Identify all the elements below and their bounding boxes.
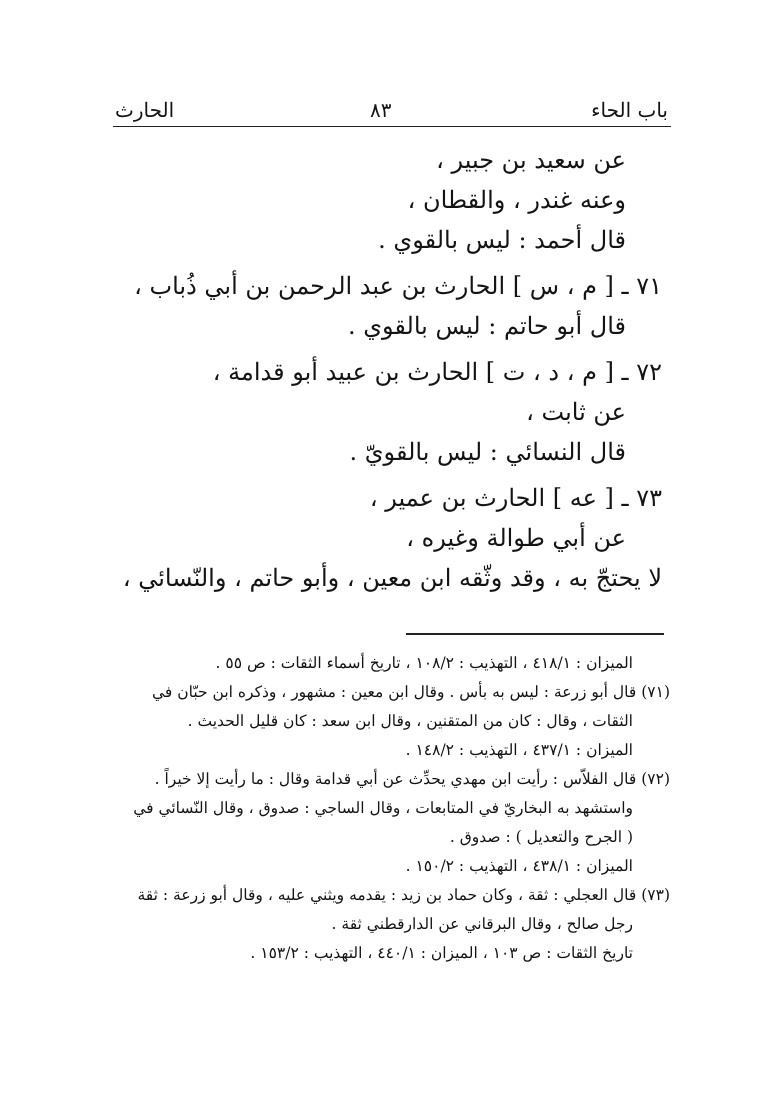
text-line: عن ثابت ، bbox=[526, 398, 626, 426]
text-line: لا يحتجّ به ، وقد وثّقه ابن معين ، وأبو حاتم ، والنّسائي ، bbox=[122, 564, 662, 592]
footnote-line: رجل صالح ، وقال البرقاني عن الدارقطني ثقة . bbox=[331, 915, 633, 933]
entry-73-heading: ٧٣ ـ [ عه ] الحارث بن عمير ، bbox=[369, 484, 662, 512]
text-line: قال النسائي : ليس بالقويّ . bbox=[349, 438, 626, 466]
footnote-line: تاريخ الثقات : ص ١٠٣ ، الميزان : ٤٤٠/١ ، التهذيب : ١٥٣/٢ . bbox=[250, 944, 633, 962]
footnote-71: (٧١) قال أبو زرعة : ليس به بأس . وقال ابن معين : مشهور ، وذكره ابن حبّان في bbox=[152, 683, 670, 701]
footnote-line: الميزان : ٤٣٧/١ ، التهذيب : ١٤٨/٢ . bbox=[405, 741, 633, 759]
footnotes bbox=[88, 649, 670, 968]
footnote-72: (٧٢) قال الفلاّس : رأيت ابن مهدي يحدِّث عن أبي قدامة وقال : ما رأيت إلا خيراً . bbox=[154, 770, 670, 788]
footnote-73: (٧٣) قال العجلي : ثقة ، وكان حماد بن زيد : يقدمه ويثني عليه ، وقال أبو زرعة : ثقة bbox=[137, 886, 670, 904]
page-number: ٨٣ bbox=[370, 98, 392, 122]
footnote-line: الميزان : ٤١٨/١ ، التهذيب : ١٠٨/٢ ، تاريخ أسماء الثقات : ص ٥٥ . bbox=[215, 654, 633, 672]
header-rule bbox=[113, 126, 671, 127]
chapter-title: باب الحاء bbox=[591, 98, 668, 122]
running-entry-title: الحارث bbox=[115, 98, 175, 122]
entry-72-heading: ٧٢ ـ [ م ، د ، ت ] الحارث بن عبيد أبو قدامة ، bbox=[212, 358, 662, 386]
text-line: قال أحمد : ليس بالقوي . bbox=[378, 226, 626, 254]
text-line: قال أبو حاتم : ليس بالقوي . bbox=[347, 312, 626, 340]
entry-71-heading: ٧١ ـ [ م ، س ] الحارث بن عبد الرحمن بن أبي ذُباب ، bbox=[134, 272, 662, 300]
text-line: عن سعيد بن جبير ، bbox=[436, 146, 626, 174]
footnote-line: ( الجرح والتعديل ) : صدوق . bbox=[449, 828, 633, 846]
text-line: وعنه غندر ، والقطان ، bbox=[407, 186, 626, 214]
footnote-line: واستشهد به البخاريّ في المتابعات ، وقال الساجي : صدوق ، وقال النّسائي في bbox=[133, 799, 633, 817]
footnote-line: الثقات ، وقال : كان من المتقنين ، وقال ابن سعد : كان قليل الحديث . bbox=[187, 712, 633, 730]
text-line: عن أبي طوالة وغيره ، bbox=[406, 524, 626, 552]
main-text bbox=[62, 140, 662, 598]
footnote-separator bbox=[406, 633, 664, 635]
footnote-line: الميزان : ٤٣٨/١ ، التهذيب : ١٥٠/٢ . bbox=[405, 857, 633, 875]
